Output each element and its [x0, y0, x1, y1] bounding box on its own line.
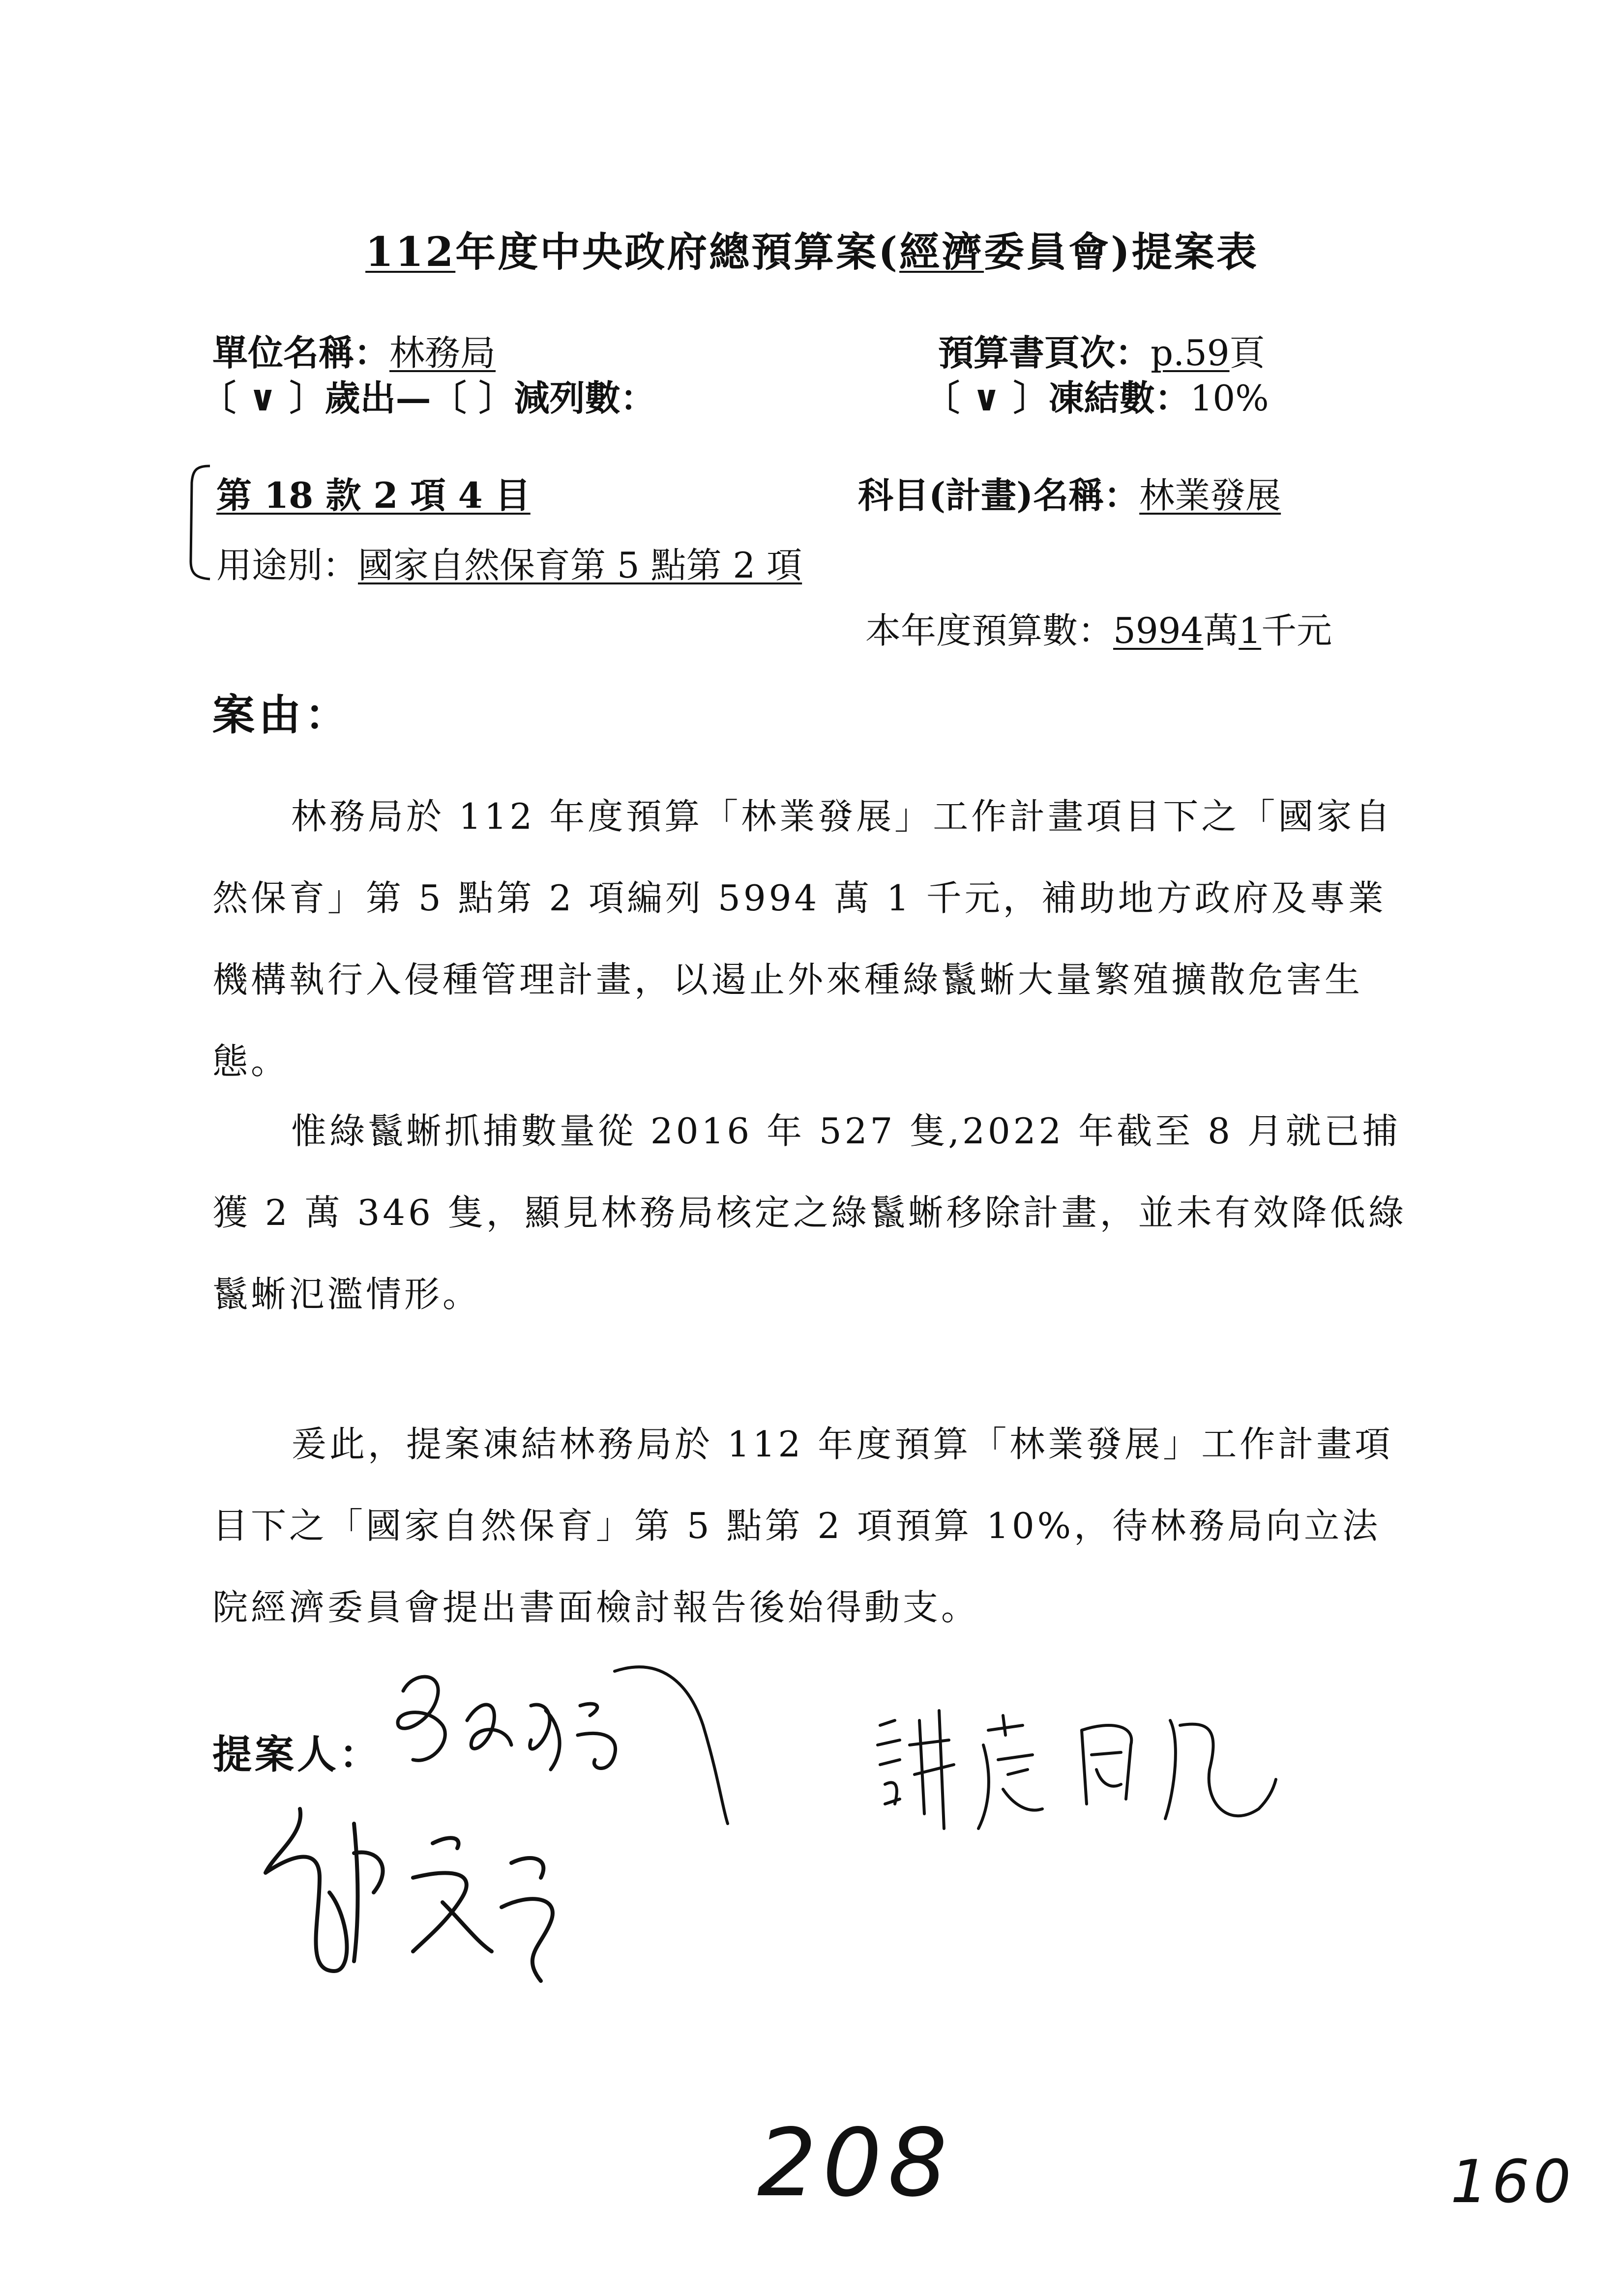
annual-budget-value1: 5994 [1113, 610, 1204, 651]
title-year: 112 [365, 229, 456, 276]
annual-budget-unit2: 千元 [1261, 610, 1332, 651]
subject-row [858, 467, 1281, 518]
reason-paragraph-3 [212, 1403, 1412, 1648]
title-post: 委員會)提案表 [984, 229, 1259, 276]
signature-3 [865, 1691, 1278, 1858]
usage-row [216, 537, 802, 588]
signature-2 [246, 1794, 639, 2001]
unit-row [212, 324, 496, 376]
reason-paragraph-2-text: 惟綠鬣蜥抓捕數量從 2016 年 527 隻,2022 年截至 8 月就已捕獲 2 萬 346 隻，顯見林務局核定之綠鬣蜥移除計畫，並未有效降低綠鬣蜥氾濫情形。 [212, 1110, 1407, 1315]
page-number-center: 208 [757, 2109, 953, 2217]
proposer-label: 提案人： [212, 1731, 382, 1777]
reason-heading: 案由： [212, 690, 351, 740]
freeze-value: 10% [1190, 378, 1269, 419]
annual-budget-row [865, 602, 1332, 653]
bracket-mark [183, 463, 212, 581]
title-committee: 經濟 [899, 229, 984, 276]
expense-row: 〔 ∨ 〕歲出—〔 〕減列數： [201, 377, 656, 419]
annual-budget-unit1: 萬 [1203, 610, 1239, 651]
reason-paragraph-2 [212, 1090, 1412, 1335]
usage-label: 用途別： [216, 545, 358, 586]
subject-label: 科目(計畫)名稱： [858, 474, 1140, 516]
budget-page-label: 預算書頁次： [938, 332, 1151, 374]
annual-budget-value2: 1 [1239, 610, 1262, 651]
form-title [0, 220, 1624, 278]
budget-page-suffix: 頁 [1229, 332, 1265, 374]
budget-page-value: p.59 [1151, 332, 1230, 374]
title-pre: 年度中央政府總預算案( [455, 229, 900, 276]
freeze-row [924, 370, 1269, 421]
usage-value: 國家自然保育第 5 點第 2 項 [358, 545, 802, 586]
page-number-corner: 160 [1450, 2148, 1575, 2216]
freeze-label: 〔 ∨ 〕凍結數： [924, 377, 1190, 419]
subject-value: 林業發展 [1139, 475, 1281, 516]
unit-label: 單位名稱： [212, 332, 390, 374]
reason-paragraph-3-text: 爰此，提案凍結林務局於 112 年度預算「林業發展」工作計畫項目下之「國家自然保育」第 5 點第 2 項預算 10%，待林務局向立法院經濟委員會提出書面檢討報告後始得動支。 [212, 1424, 1393, 1628]
item-number [216, 467, 531, 518]
reason-paragraph-1 [212, 776, 1412, 1102]
unit-value: 林務局 [389, 332, 496, 374]
item-number-text: 第 18 款 2 項 4 目 [216, 474, 531, 516]
reason-paragraph-1-text: 林務局於 112 年度預算「林業發展」工作計畫項目下之「國家自然保育」第 5 點第 2 項編列 5994 萬 1 千元，補助地方政府及專業機構執行入侵種管理計畫，以遏止外來種綠鬣蜥大量繁殖擴散危害生態。 [212, 796, 1393, 1082]
annual-budget-label: 本年度預算數： [865, 610, 1114, 651]
budget-page-row [938, 324, 1265, 376]
